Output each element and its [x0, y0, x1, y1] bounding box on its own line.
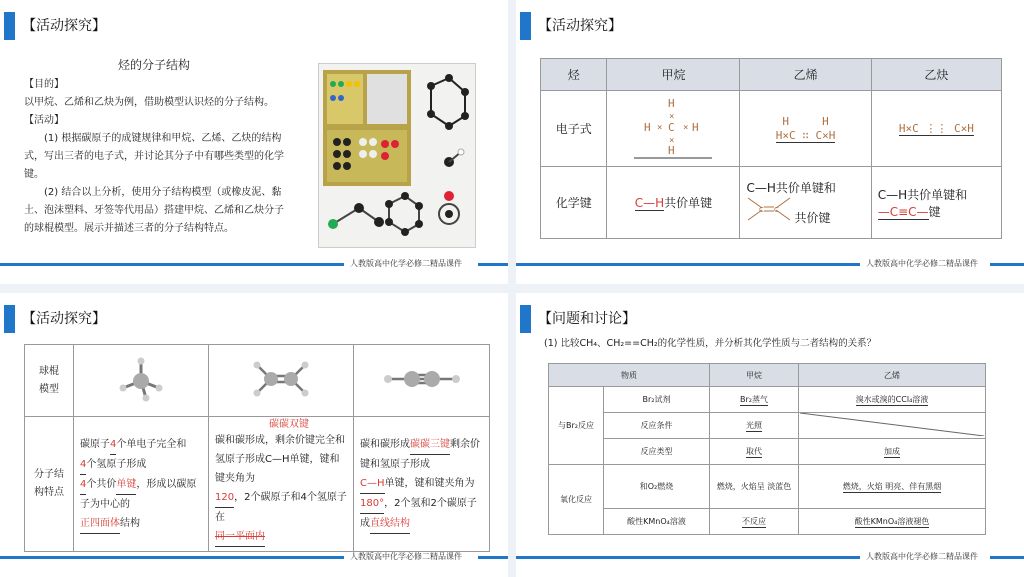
footer: [0, 258, 508, 271]
ethylene-value: 燃烧，火焰 明亮、伴有黑烟: [799, 465, 986, 509]
methane-value: Br₂蒸气: [710, 387, 799, 413]
ball-stick-table: [24, 344, 490, 552]
slide-1: [0, 0, 508, 284]
svg-text:×: ×: [683, 123, 689, 133]
acetylene-structure: 碳和碳形成碳碳三键剩余价键和氢原子形成 C—H单键，键和键夹角为180°，2个氢和2个碳原子成直线结构: [354, 417, 490, 552]
property: Br₂试剂: [604, 387, 710, 413]
col-header: 甲烷: [607, 59, 740, 91]
activity-text: [24, 76, 290, 238]
footer-text: 人教版高中化学必修二精品课件: [866, 552, 978, 561]
row-header: 化学键: [541, 167, 607, 239]
row-header: 球棍 模型: [25, 345, 74, 417]
property-table: [548, 363, 986, 535]
svg-text:C: C: [759, 206, 765, 214]
slide-header: 【活动探究】: [22, 311, 106, 327]
methane-bond: C—H共价单键: [607, 167, 740, 239]
svg-text:H: H: [644, 121, 652, 134]
slide-header: 【问题和讨论】: [538, 311, 636, 327]
footer-text: 人教版高中化学必修二精品课件: [350, 552, 462, 561]
svg-text:C: C: [668, 121, 676, 134]
svg-text:C: C: [774, 206, 780, 214]
footer: [516, 258, 1024, 271]
col-header: 烃: [541, 59, 607, 91]
header-bar: [4, 305, 15, 333]
hydrocarbon-table: [540, 58, 1002, 239]
col-header: 乙炔: [871, 59, 1001, 91]
header-bar: [4, 12, 15, 40]
acetylene-electron-formula: H×C ⋮⋮ C×H: [871, 91, 1001, 167]
svg-text:H: H: [668, 97, 676, 110]
group-header: 与Br₂反应: [549, 387, 604, 465]
svg-text:×: ×: [669, 112, 675, 122]
property: 反应类型: [604, 439, 710, 465]
group-header: 氧化反应: [549, 465, 604, 535]
methane-value: 燃烧，火焰呈 淡蓝色: [710, 465, 799, 509]
molecule-model-photo: [318, 63, 476, 248]
property: 反应条件: [604, 413, 710, 439]
col-header: 甲烷: [710, 364, 799, 387]
activity-step-2: (2) 结合以上分析，使用分子结构模型（或橡皮泥、黏土、泡沫塑料、牙签等代用品）搭建甲烷、乙烯和乙炔分子的球棍模型。展示并描述三者的分子结构特点。: [24, 187, 284, 234]
slide-4: [516, 293, 1024, 577]
property: 酸性KMnO₄溶液: [604, 509, 710, 535]
footer-text: 人教版高中化学必修二精品课件: [866, 259, 978, 268]
svg-text:×: ×: [669, 136, 675, 146]
header-bar: [520, 12, 531, 40]
ethylene-value: 加成: [799, 439, 986, 465]
slide-header: 【活动探究】: [538, 18, 622, 34]
property: 和O₂燃烧: [604, 465, 710, 509]
slide-title: 烃的分子结构: [118, 58, 191, 72]
footer: [0, 551, 508, 564]
ethylene-structure: 碳碳双键 碳和碳形成，剩余价键完全和氢原子形成C—H单键，键和键夹角为 120，2个碳原子和4个氢原子在 同一平面内: [209, 417, 354, 552]
header-bar: [520, 305, 531, 333]
activity-step-1: (1) 根据碳原子的成键规律和甲烷、乙烯、乙炔的结构式，写出三者的电子式，并讨论其分子中有哪些类型的化学键。: [24, 133, 284, 180]
acetylene-bond: C—H共价单键和 —C≡C—键: [871, 167, 1001, 239]
acetylene-model: [354, 345, 490, 417]
col-header: 乙烯: [799, 364, 986, 387]
discussion-question: (1) 比较CH₄、CH₂==CH₂的化学性质，并分析其化学性质与二者结构的关系？: [544, 338, 877, 349]
methane-structure: 碳原子4个单电子完全和 4个氢原子形成 4个共价单键，形成以碳原子为中心的 正四面体结构: [74, 417, 209, 552]
ethylene-model: [209, 345, 354, 417]
ethylene-value: [799, 413, 986, 439]
svg-text:H: H: [668, 144, 676, 157]
svg-text:×: ×: [657, 123, 663, 133]
methane-value: 不反应: [710, 509, 799, 535]
purpose-text: 以甲烷、乙烯和乙炔为例，借助模型认识烃的分子结构。: [24, 97, 274, 108]
slide-3: [0, 293, 508, 577]
purpose-heading: 【目的】: [24, 79, 64, 90]
ethylene-value: 溴水或溴的CCl₄溶液: [799, 387, 986, 413]
footer-text: 人教版高中化学必修二精品课件: [350, 259, 462, 268]
methane-value: 取代: [710, 439, 799, 465]
methane-model: [74, 345, 209, 417]
row-header: 电子式: [541, 91, 607, 167]
ethylene-electron-formula: H H H×C ∷ C×H: [740, 91, 871, 167]
ethylene-value: 酸性KMnO₄溶液褪色: [799, 509, 986, 535]
svg-text:H: H: [692, 121, 700, 134]
activity-heading: 【活动】: [24, 115, 64, 126]
col-header: 物质: [549, 364, 710, 387]
footer: [516, 551, 1024, 564]
col-header: 乙烯: [740, 59, 871, 91]
methane-electron-formula: [607, 91, 740, 167]
methane-value: 光照: [710, 413, 799, 439]
double-bond-mark: [746, 196, 794, 222]
slide-header: 【活动探究】: [22, 18, 106, 34]
row-header: 分子结 构特点: [25, 417, 74, 552]
slide-2: [516, 0, 1024, 284]
ethylene-bond: C—H共价单键和 C C 共价键: [740, 167, 871, 239]
